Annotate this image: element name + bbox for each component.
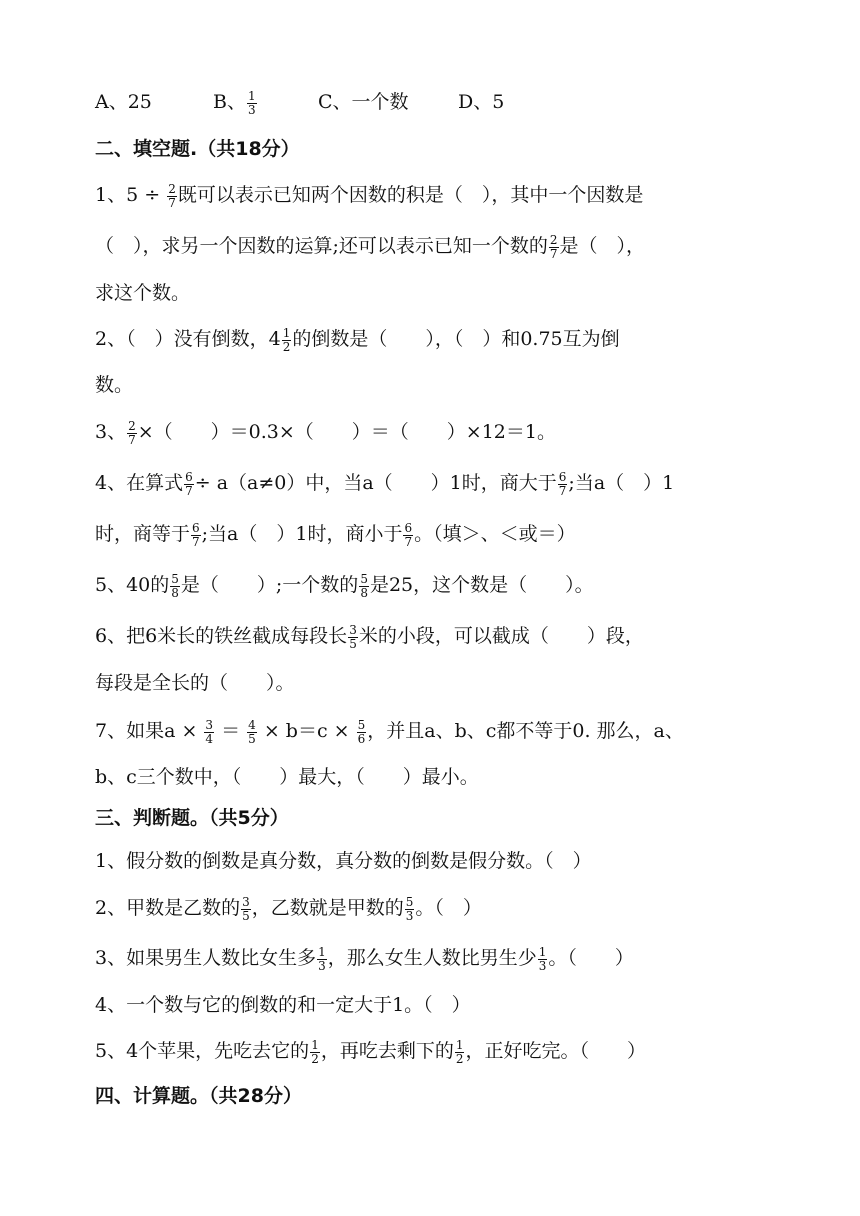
text: 是（ ），: [559, 235, 646, 257]
text: 的倒数是（ ），（ ）和0.75互为倒: [292, 328, 620, 350]
numerator: 1: [318, 944, 326, 959]
question-3-5: [95, 1036, 800, 1066]
numerator: 3: [242, 894, 250, 909]
numerator: 2: [168, 181, 176, 196]
denominator: 2: [455, 1051, 464, 1066]
numerator: 2: [128, 418, 136, 433]
text: ，正好吃完。（ ）: [465, 1040, 646, 1062]
text: 6、把6米长的铁丝截成每段长: [95, 625, 348, 647]
denominator: 6: [357, 731, 366, 746]
question-2-5: [95, 570, 800, 600]
text: （ ），求另一个因数的运算;还可以表示已知一个数的: [95, 235, 548, 257]
section-heading-fill-blank: 二、填空题.（共18分）: [95, 138, 300, 160]
question-2-6-line-1: [95, 621, 800, 651]
fraction: [241, 896, 251, 923]
question-3-3: [95, 943, 800, 973]
denominator: 3: [405, 908, 414, 923]
denominator: 8: [171, 585, 179, 600]
text: 既可以表示已知两个因数的积是（ ），其中一个因数是: [177, 184, 644, 206]
numerator: 4: [248, 717, 256, 732]
numerator: 6: [558, 469, 567, 484]
text: 7、如果a ×: [95, 720, 204, 742]
denominator: 3: [247, 102, 256, 117]
text: 2、（ ）没有倒数，4: [95, 328, 281, 350]
text: 是25，这个数是（ ）。: [369, 574, 594, 596]
option-d: D、5: [458, 91, 505, 113]
numerator: 1: [538, 944, 547, 959]
denominator: 7: [192, 534, 200, 549]
numerator: 5: [405, 894, 414, 909]
question-2-6-line-2: 每段是全长的（ ）。: [95, 672, 295, 694]
numerator: 3: [205, 717, 214, 732]
fraction: [558, 471, 568, 498]
text: 4、在算式: [95, 472, 184, 494]
text: 1、5 ÷: [95, 184, 167, 206]
question-2-4-line-1: [95, 468, 800, 498]
question-2-4-line-2: [95, 519, 800, 549]
fraction: [184, 471, 194, 498]
question-2-7-line-1: [95, 716, 800, 746]
fraction: [549, 234, 559, 261]
fraction: [170, 573, 180, 600]
fraction: [127, 420, 137, 447]
denominator: 7: [128, 432, 136, 447]
denominator: 7: [185, 483, 193, 498]
denominator: 5: [248, 731, 256, 746]
denominator: 4: [205, 731, 214, 746]
fraction: [357, 719, 367, 746]
text: 米的小段，可以截成（ ）段，: [358, 625, 644, 647]
text: ，乙数就是甲数的: [251, 897, 404, 919]
section-heading-true-false: 三、判断题。（共5分）: [95, 807, 289, 829]
question-2-2-line-2: 数。: [95, 374, 134, 396]
numerator: 6: [404, 520, 413, 535]
text: 2、甲数是乙数的: [95, 897, 241, 919]
fraction: [282, 327, 292, 354]
option-b-prefix: B、: [213, 91, 246, 113]
option-c: C、一个数: [318, 91, 409, 113]
text: ÷ a（a≠0）中，当a（ ）1时，商大于: [194, 472, 557, 494]
fraction: [348, 624, 358, 651]
numerator: 6: [185, 469, 193, 484]
text: 3、如果男生人数比女生多: [95, 947, 317, 969]
section-heading-calculation: 四、计算题。（共28分）: [95, 1085, 302, 1107]
text: ，并且a、b、c都不等于0. 那么，a、: [367, 720, 684, 742]
fraction: [403, 522, 413, 549]
question-2-2-line-1: [95, 324, 800, 354]
fraction: [359, 573, 369, 600]
text: × b＝c ×: [257, 720, 356, 742]
numerator: 6: [192, 520, 200, 535]
text: 是（ ）;一个数的: [180, 574, 359, 596]
question-2-1-line-3: 求这个数。: [95, 282, 191, 304]
question-2-7-line-2: b、c三个数中，（ ）最大，（ ）最小。: [95, 766, 479, 788]
fraction: [167, 183, 177, 210]
text: 3、: [95, 421, 127, 443]
text: 时，商等于: [95, 523, 191, 545]
text: 5、4个苹果，先吃去它的: [95, 1040, 310, 1062]
numerator: 1: [311, 1037, 319, 1052]
question-2-1-line-1: [95, 180, 800, 210]
question-2-3: [95, 417, 800, 447]
option-b: [213, 87, 258, 117]
denominator: 7: [168, 195, 176, 210]
question-3-2: [95, 893, 800, 923]
numerator: 1: [282, 325, 291, 340]
denominator: 5: [242, 908, 250, 923]
fraction: [538, 946, 548, 973]
text: ×（ ）＝0.3×（ ）＝（ ）×12＝1。: [137, 421, 556, 443]
text: 5、40的: [95, 574, 170, 596]
text: ;当a（ ）1时，商小于: [201, 523, 403, 545]
fraction: [247, 719, 257, 746]
numerator: 1: [247, 88, 256, 103]
text: ，再吃去剩下的: [320, 1040, 454, 1062]
fraction: [405, 896, 415, 923]
text: ＝: [215, 720, 247, 742]
denominator: 5: [349, 636, 357, 651]
fraction: [455, 1039, 465, 1066]
question-3-4: 4、一个数与它的倒数的和一定大于1。（ ）: [95, 994, 471, 1016]
denominator: 8: [360, 585, 368, 600]
denominator: 3: [538, 958, 547, 973]
numerator: 5: [357, 717, 366, 732]
text: 。（ ）: [415, 897, 482, 919]
numerator: 1: [455, 1037, 464, 1052]
denominator: 7: [404, 534, 413, 549]
numerator: 5: [360, 571, 368, 586]
denominator: 7: [549, 246, 558, 261]
question-2-1-line-2: [95, 231, 800, 261]
denominator: 3: [318, 958, 326, 973]
question-3-1: 1、假分数的倒数是真分数，真分数的倒数是假分数。（ ）: [95, 850, 592, 872]
denominator: 7: [558, 483, 567, 498]
denominator: 2: [311, 1051, 319, 1066]
text: 。（填＞、＜或＝）: [414, 523, 576, 545]
text: ;当a（ ）1: [568, 472, 675, 494]
fraction: [191, 522, 201, 549]
numerator: 5: [171, 571, 179, 586]
fraction: [204, 719, 214, 746]
fraction: [310, 1039, 320, 1066]
denominator: 2: [282, 339, 291, 354]
numerator: 2: [549, 232, 558, 247]
text: ，那么女生人数比男生少: [327, 947, 537, 969]
fraction: [317, 946, 327, 973]
numerator: 3: [349, 622, 357, 637]
option-a: A、25: [95, 91, 152, 113]
text: 。（ ）: [548, 947, 634, 969]
fraction: [247, 90, 257, 117]
